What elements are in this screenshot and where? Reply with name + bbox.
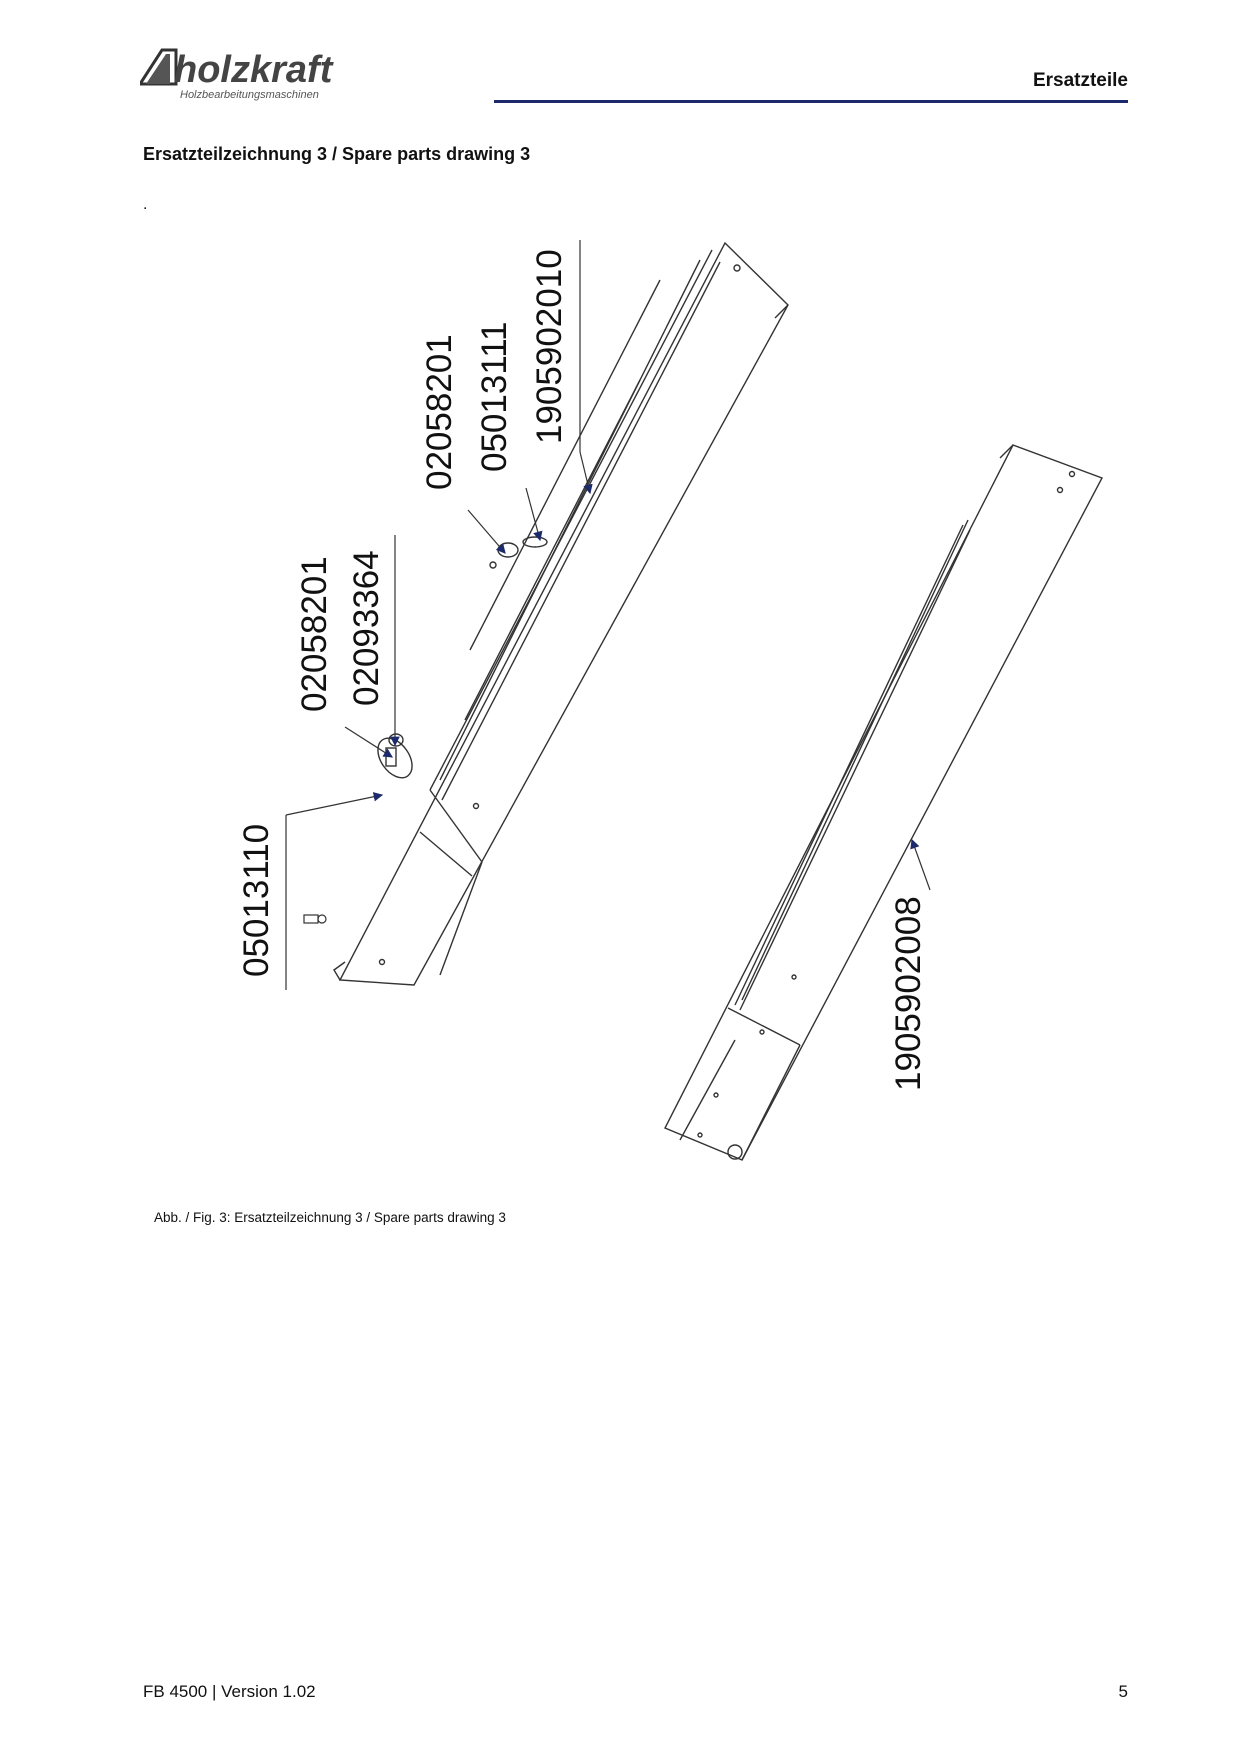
figure-caption: Abb. / Fig. 3: Ersatzteilzeichnung 3 / Spare parts drawing 3 bbox=[154, 1210, 506, 1225]
wing-bolt-upper bbox=[490, 537, 547, 568]
part-number-05013110: 05013110 bbox=[237, 823, 276, 977]
part-number-02093364: 02093364 bbox=[347, 550, 386, 706]
logo-wordmark: holzkraft bbox=[174, 49, 333, 91]
section-title: Ersatzteilzeichnung 3 / Spare parts drawing 3 bbox=[143, 144, 531, 164]
dot-text: . bbox=[143, 196, 148, 213]
right-rail bbox=[665, 445, 1102, 1160]
loose-screw bbox=[304, 915, 326, 923]
footer-page-number: 5 bbox=[1118, 1682, 1128, 1701]
part-number-05013111: 05013111 bbox=[475, 321, 514, 472]
header-title: Ersatzteile bbox=[1032, 70, 1128, 91]
part-number-1905902010: 1905902010 bbox=[530, 249, 569, 444]
part-number-02058201-lower: 02058201 bbox=[295, 556, 334, 712]
logo-subtitle: Holzbearbeitungsmaschinen bbox=[180, 89, 319, 101]
footer-model-version: FB 4500 | Version 1.02 bbox=[143, 1682, 316, 1701]
part-number-1905902008: 1905902008 bbox=[889, 896, 928, 1091]
part-number-02058201-upper: 02058201 bbox=[420, 334, 459, 490]
